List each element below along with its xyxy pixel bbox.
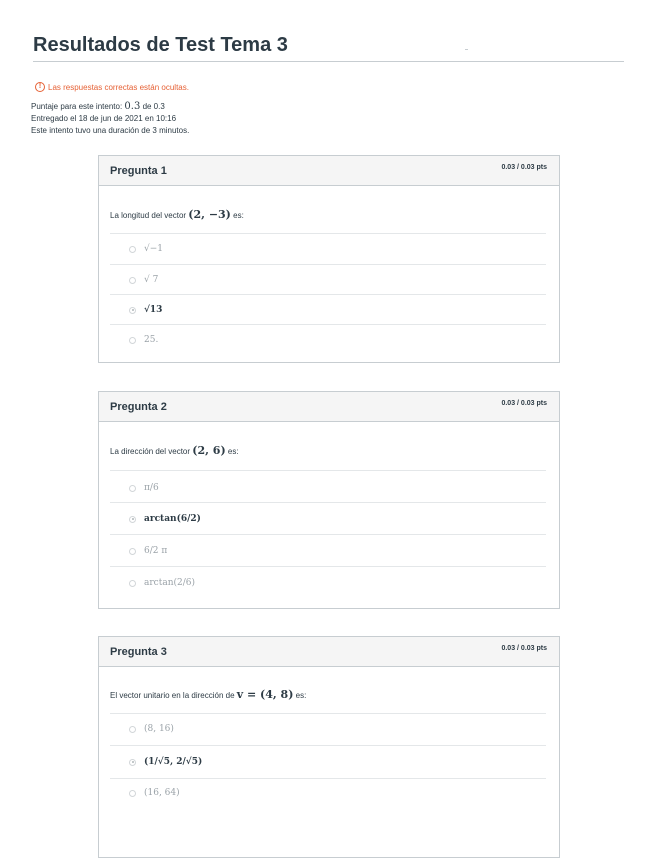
answer-option-selected[interactable]: (1/√5, 2/√5) xyxy=(129,755,202,769)
radio-button-selected[interactable] xyxy=(129,759,136,766)
submitted-line: Entregado el 18 de jun de 2021 en 10:16 xyxy=(31,114,177,123)
notice-text: Las respuestas correctas están ocultas. xyxy=(48,82,189,92)
radio-button-selected[interactable] xyxy=(129,307,136,314)
page-title: Resultados de Test Tema 3 xyxy=(33,34,288,56)
answer-option[interactable]: π/6 xyxy=(129,481,159,495)
duration-line: Este intento tuvo una duración de 3 minutos. xyxy=(31,126,190,135)
radio-button[interactable] xyxy=(129,337,136,344)
question-title: Pregunta 2 xyxy=(110,401,167,413)
radio-button[interactable] xyxy=(129,580,136,587)
hidden-answers-notice xyxy=(35,82,189,92)
answer-option-selected[interactable]: √13 xyxy=(129,303,162,317)
question-title: Pregunta 1 xyxy=(110,165,167,177)
radio-button[interactable] xyxy=(129,548,136,555)
radio-button-selected[interactable] xyxy=(129,516,136,523)
answer-divider xyxy=(110,502,546,503)
question-header xyxy=(99,637,559,667)
answer-option[interactable]: 25. xyxy=(129,333,158,347)
question-text: La longitud del vector (2, −3) es: xyxy=(110,208,244,221)
question-math: v = (4, 8) xyxy=(236,688,294,701)
score-value: 0.3 xyxy=(124,101,141,112)
score-line: Puntaje para este intento: 0.3 de 0.3 xyxy=(31,101,165,112)
question-1 xyxy=(98,155,560,363)
answer-option[interactable]: arctan(2/6) xyxy=(129,576,195,590)
answer-divider xyxy=(110,778,546,779)
answer-option[interactable]: 6/2 π xyxy=(129,544,167,558)
answer-option[interactable]: (8, 16) xyxy=(129,722,174,736)
answer-option-selected[interactable]: arctan(6/2) xyxy=(129,512,201,526)
question-points: 0.03 / 0.03 pts xyxy=(501,645,547,652)
question-math: (2, −3) xyxy=(188,208,231,221)
answer-divider xyxy=(110,470,546,471)
radio-button[interactable] xyxy=(129,277,136,284)
question-title: Pregunta 3 xyxy=(110,646,167,658)
question-points: 0.03 / 0.03 pts xyxy=(501,400,547,407)
question-2 xyxy=(98,391,560,609)
answer-divider xyxy=(110,566,546,567)
radio-button[interactable] xyxy=(129,246,136,253)
title-divider xyxy=(33,61,624,62)
question-points: 0.03 / 0.03 pts xyxy=(501,164,547,171)
title-divider-mark xyxy=(465,49,468,50)
answer-divider xyxy=(110,534,546,535)
answer-divider xyxy=(110,713,546,714)
question-text: El vector unitario en la dirección de v = (4, 8) es: xyxy=(110,688,307,701)
answer-divider xyxy=(110,324,546,325)
question-header xyxy=(99,392,559,422)
radio-button[interactable] xyxy=(129,485,136,492)
question-3 xyxy=(98,636,560,858)
answer-divider xyxy=(110,745,546,746)
radio-button[interactable] xyxy=(129,726,136,733)
answer-option[interactable]: √−1 xyxy=(129,242,163,256)
answer-divider xyxy=(110,264,546,265)
radio-button[interactable] xyxy=(129,790,136,797)
attempt-meta xyxy=(31,101,189,137)
answer-option[interactable]: √ 7 xyxy=(129,273,158,287)
answer-divider xyxy=(110,233,546,234)
answer-divider xyxy=(110,294,546,295)
warning-icon: ! xyxy=(35,82,45,92)
question-math: (2, 6) xyxy=(192,444,226,457)
answer-option[interactable]: (16, 64) xyxy=(129,786,180,800)
question-text: La dirección del vector (2, 6) es: xyxy=(110,444,239,457)
question-header xyxy=(99,156,559,186)
